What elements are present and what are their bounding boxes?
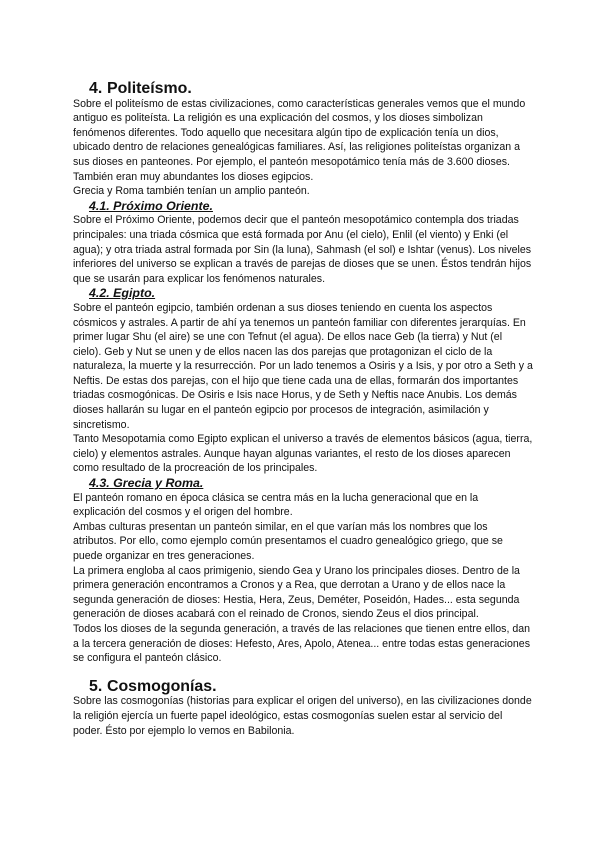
section-5-title: Cosmogonías. [107,677,217,695]
section-4-title: Politeísmo. [107,80,192,97]
paragraph: Sobre las cosmogonías (historias para explicar el origen del universo), en las civilizaciones donde la religión ejercía un fuerte papel ideológico, estas cosmogonías suelen estar al servicio del poder. Ésto por ejemplo lo vemos en Babilonia. [73,695,532,737]
paragraph: La primera engloba al caos primigenio, siendo Gea y Urano los principales dioses. Dentro de la primera generación encontramos a Cronos y a Rea, que derrotan a Urano y de ellos nace la segunda generación de dioses: Hestia, Hera, Zeus, Deméter, Poseidón, Hades... esta segunda generación de dioses acabará con el reinado de Cronos, siendo Zeus el dios principal. [73,564,520,621]
subsection-4-3-heading: 4.3. Grecia y Roma. [89,476,204,491]
paragraph: Todos los dioses de la segunda generación, a través de las relaciones que tienen entre ellos, dan a la tercera generación de dioses: Hefesto, Ares, Apolo, Atenea... entre todas estas generaciones se configura el panteón clásico. [73,622,531,665]
subsection-4-1-heading: 4.1. Próximo Oriente. [89,198,213,213]
paragraph: Ambas culturas presentan un panteón similar, en el que varían más los nombres que los atributos. Por ello, como ejemplo común presentamos el cuadro genealógico griego, que se puede organizar en tres generaciones. [73,520,503,562]
paragraph: El panteón romano en época clásica se centra más en la lucha generacional que en la explicación del cosmos y el origen del hombre. [73,491,479,519]
section-4-heading [73,82,533,97]
section-5-heading [73,677,533,695]
paragraph: También eran muy abundantes los dioses egipcios. [73,170,314,183]
subsection-4-2-heading: 4.2. Egipto. [89,286,156,301]
paragraph: Sobre el Próximo Oriente, podemos decir que el panteón mesopotámico contempla dos triadas principales: una triada cósmica que está formada por Anu (el cielo), Enlil (el viento) y Enki (el agua); y otra triada astral formada por Sin (la luna), Sahmash (el sol) e Ishtar (venus). Los niveles inferiores del universo se explican a través de parejas de dioses que se unen. Éstos tendrán hijos que se usarán para explicar los fenómenos naturales. [73,214,532,285]
section-5-number: 5. [89,677,103,695]
section-4-number: 4. [89,80,103,97]
paragraph: Grecia y Roma también tenían un amplio panteón. [73,185,310,198]
paragraph: Tanto Mesopotamia como Egipto explican el universo a través de elementos básicos (agua, tierra, cielo) y elementos astrales. Aunque hayan algunas variantes, el resto de los dioses aparecen como resultado de la procreación de los principales. [73,433,533,475]
paragraph: Sobre el panteón egipcio, también ordenan a sus dioses teniendo en cuenta los aspectos cósmicos y astrales. A partir de ahí ya tenemos un panteón familiar con diferentes jerarquías. En primer lugar Shu (el aire) se une con Tefnut (el agua). De ellos nace Geb (la tierra) y Nut (el cielo). Geb y Nut se unen y de ellos nacen las dos parejas que protagonizan el ciclo de la naturaleza, la muerte y la resurrección. Por un lado tenemos a Osiris y a Isis, y por otro a Seth y a Neftis. De estas dos parejas, con el hijo que tiene cada una de ellas, formarán dos importantes triadas cosmogónicas. De Osiris e Isis nace Horus, y de Seth y Neftis nace Anubis. Los demás dioses hallarán su lugar en el panteón egipcio por procesos de integración, asimilación y sincretismo. [73,301,533,431]
paragraph: Sobre el politeísmo de estas civilizaciones, como características generales vemos que el mundo antiguo es politeísta. La religión es una explicación del cosmos, y los dioses simbolizan fenómenos diferentes. Todo aquello que necesitara algún tipo de explicación tenía un dios, ubicado dentro de relaciones genealógicas familiares. Así, las religiones politeístas organizan a sus dioses en panteones. Por ejemplo, el panteón mesopotámico tenía más de 3.600 dioses. [73,97,526,168]
document-page [73,82,533,738]
